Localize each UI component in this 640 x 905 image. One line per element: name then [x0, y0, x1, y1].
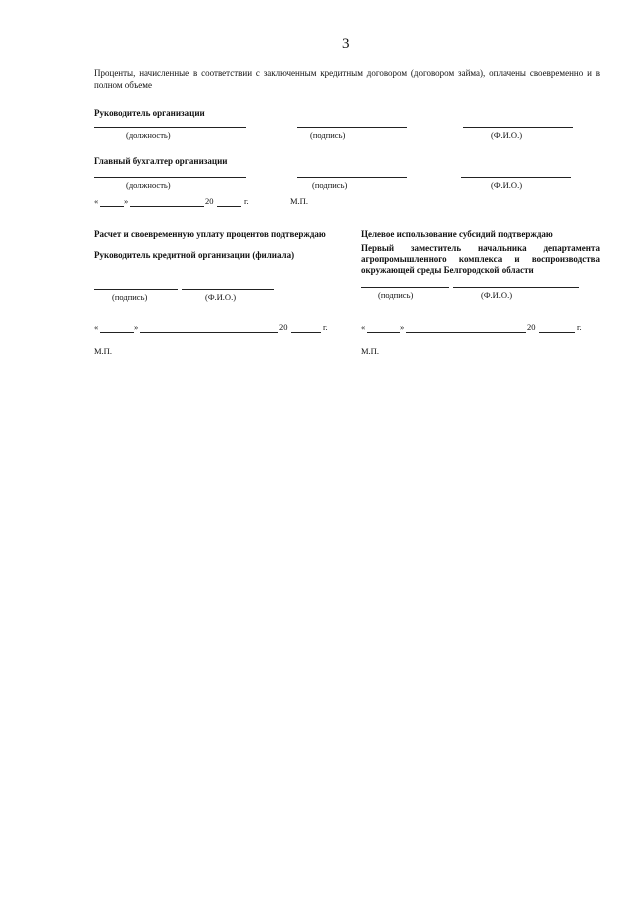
right-name-label: (Ф.И.О.) — [481, 290, 513, 300]
left-name-label: (Ф.И.О.) — [205, 292, 237, 302]
date-stamp: М.П. — [290, 196, 308, 206]
left-date-year-suffix: г. — [323, 322, 328, 332]
left-signature-line — [94, 289, 178, 290]
date-month-line — [130, 206, 204, 207]
accountant-signature-label: (подпись) — [312, 180, 348, 190]
left-date-year-line — [291, 332, 321, 333]
date-year-line — [217, 206, 241, 207]
accountant-position-label: (должность) — [126, 180, 171, 190]
date-open-quote: « — [94, 196, 99, 206]
accountant-signature-line — [297, 177, 407, 178]
accountant-position-line — [94, 177, 246, 178]
right-subheading-line1: Первый заместитель начальника департамента — [361, 243, 600, 253]
accountant-name-label: (Ф.И.О.) — [491, 180, 523, 190]
right-name-line — [453, 287, 579, 288]
left-subheading: Руководитель кредитной организации (филиала) — [94, 250, 295, 260]
left-heading: Расчет и своевременную уплату процентов подтверждаю — [94, 229, 326, 239]
right-date-year-line — [539, 332, 575, 333]
left-date-month-line — [140, 332, 278, 333]
right-signature-label: (подпись) — [378, 290, 414, 300]
date-day-line — [100, 206, 124, 207]
date-year-prefix: 20 — [205, 196, 214, 206]
right-subheading-line2: агропромышленного комплекса и воспроизводства — [361, 254, 600, 264]
accountant-name-line — [461, 177, 571, 178]
left-date-open-quote: « — [94, 322, 99, 332]
right-stamp: М.П. — [361, 346, 379, 356]
date-close-quote: » — [124, 196, 129, 206]
head-position-line — [94, 127, 246, 128]
right-date-open-quote: « — [361, 322, 366, 332]
date-year-suffix: г. — [244, 196, 249, 206]
head-signature-label: (подпись) — [310, 130, 346, 140]
page-number: 3 — [342, 36, 350, 52]
head-title: Руководитель организации — [94, 108, 205, 118]
head-position-label: (должность) — [126, 130, 171, 140]
left-date-year-prefix: 20 — [279, 322, 288, 332]
left-date-day-line — [100, 332, 134, 333]
right-signature-line — [361, 287, 449, 288]
right-date-year-prefix: 20 — [527, 322, 536, 332]
head-name-label: (Ф.И.О.) — [491, 130, 523, 140]
left-name-line — [182, 289, 274, 290]
left-signature-label: (подпись) — [112, 292, 148, 302]
left-stamp: М.П. — [94, 346, 112, 356]
right-subheading-line3: окружающей среды Белгородской области — [361, 265, 534, 275]
right-date-year-suffix: г. — [577, 322, 582, 332]
left-date-close-quote: » — [134, 322, 139, 332]
head-name-line — [463, 127, 573, 128]
right-date-month-line — [406, 332, 526, 333]
right-date-day-line — [367, 332, 400, 333]
right-heading: Целевое использование субсидий подтверждаю — [361, 229, 553, 239]
head-signature-line — [297, 127, 407, 128]
accountant-title: Главный бухгалтер организации — [94, 156, 228, 166]
intro-paragraph: Проценты, начисленные в соответствии с заключенным кредитным договором (договором займа), оплачены своевременно и в полном объеме — [94, 68, 600, 90]
right-date-close-quote: » — [400, 322, 405, 332]
